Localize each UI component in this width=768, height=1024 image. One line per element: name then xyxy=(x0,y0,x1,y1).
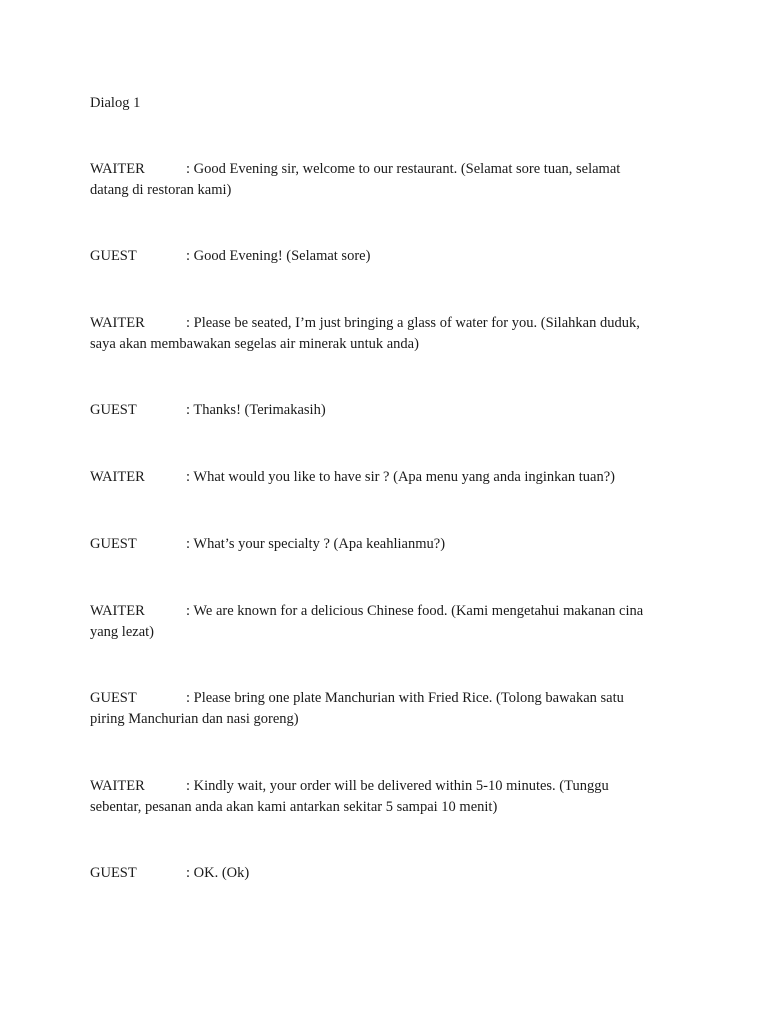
dialog-line-guest-1 xyxy=(90,246,680,267)
dialog-text: : We are known for a delicious Chinese food. (Kami mengetahui makanan cina xyxy=(186,603,644,619)
dialog-text-continued: yang lezat) xyxy=(90,624,155,640)
speaker-label: WAITER xyxy=(90,778,145,794)
dialog-text: : Thanks! (Terimakasih) xyxy=(186,402,326,418)
dialog-line-guest-2 xyxy=(90,400,680,421)
page-title: Dialog 1 xyxy=(90,95,141,111)
dialog-text: : Good Evening sir, welcome to our restaurant. (Selamat sore tuan, selamat xyxy=(186,161,621,177)
dialog-text: : Kindly wait, your order will be delivered within 5-10 minutes. (Tunggu xyxy=(186,778,609,794)
dialog-line-waiter-5 xyxy=(90,776,680,818)
speaker-label: GUEST xyxy=(90,690,137,706)
dialog-text-continued: sebentar, pesanan anda akan kami antarkan sekitar 5 sampai 10 menit) xyxy=(90,799,498,815)
speaker-label: GUEST xyxy=(90,536,137,552)
dialog-line-waiter-3 xyxy=(90,467,680,488)
dialog-text-continued: piring Manchurian dan nasi goreng) xyxy=(90,711,299,727)
dialog-line-guest-3 xyxy=(90,534,680,555)
dialog-line-waiter-1 xyxy=(90,159,680,201)
speaker-label: WAITER xyxy=(90,603,145,619)
dialog-text-continued: saya akan membawakan segelas air minerak untuk anda) xyxy=(90,336,419,352)
speaker-label: WAITER xyxy=(90,315,145,331)
dialog-text: : Please be seated, I’m just bringing a glass of water for you. (Silahkan duduk, xyxy=(186,315,640,331)
dialog-text: : What’s your specialty ? (Apa keahlianmu?) xyxy=(186,536,446,552)
speaker-label: GUEST xyxy=(90,248,137,264)
speaker-label: WAITER xyxy=(90,469,145,485)
dialog-text: : OK. (Ok) xyxy=(186,865,250,881)
dialog-line-waiter-4 xyxy=(90,601,680,643)
dialog-line-guest-5 xyxy=(90,863,680,884)
dialog-text-continued: datang di restoran kami) xyxy=(90,182,232,198)
dialog-line-guest-4 xyxy=(90,688,680,730)
speaker-label: GUEST xyxy=(90,865,137,881)
dialog-line-waiter-2 xyxy=(90,313,680,355)
dialog-text: : What would you like to have sir ? (Apa menu yang anda inginkan tuan?) xyxy=(186,469,615,485)
speaker-label: WAITER xyxy=(90,161,145,177)
speaker-label: GUEST xyxy=(90,402,137,418)
dialog-text: : Please bring one plate Manchurian with Fried Rice. (Tolong bawakan satu xyxy=(186,690,624,706)
dialog-text: : Good Evening! (Selamat sore) xyxy=(186,248,371,264)
